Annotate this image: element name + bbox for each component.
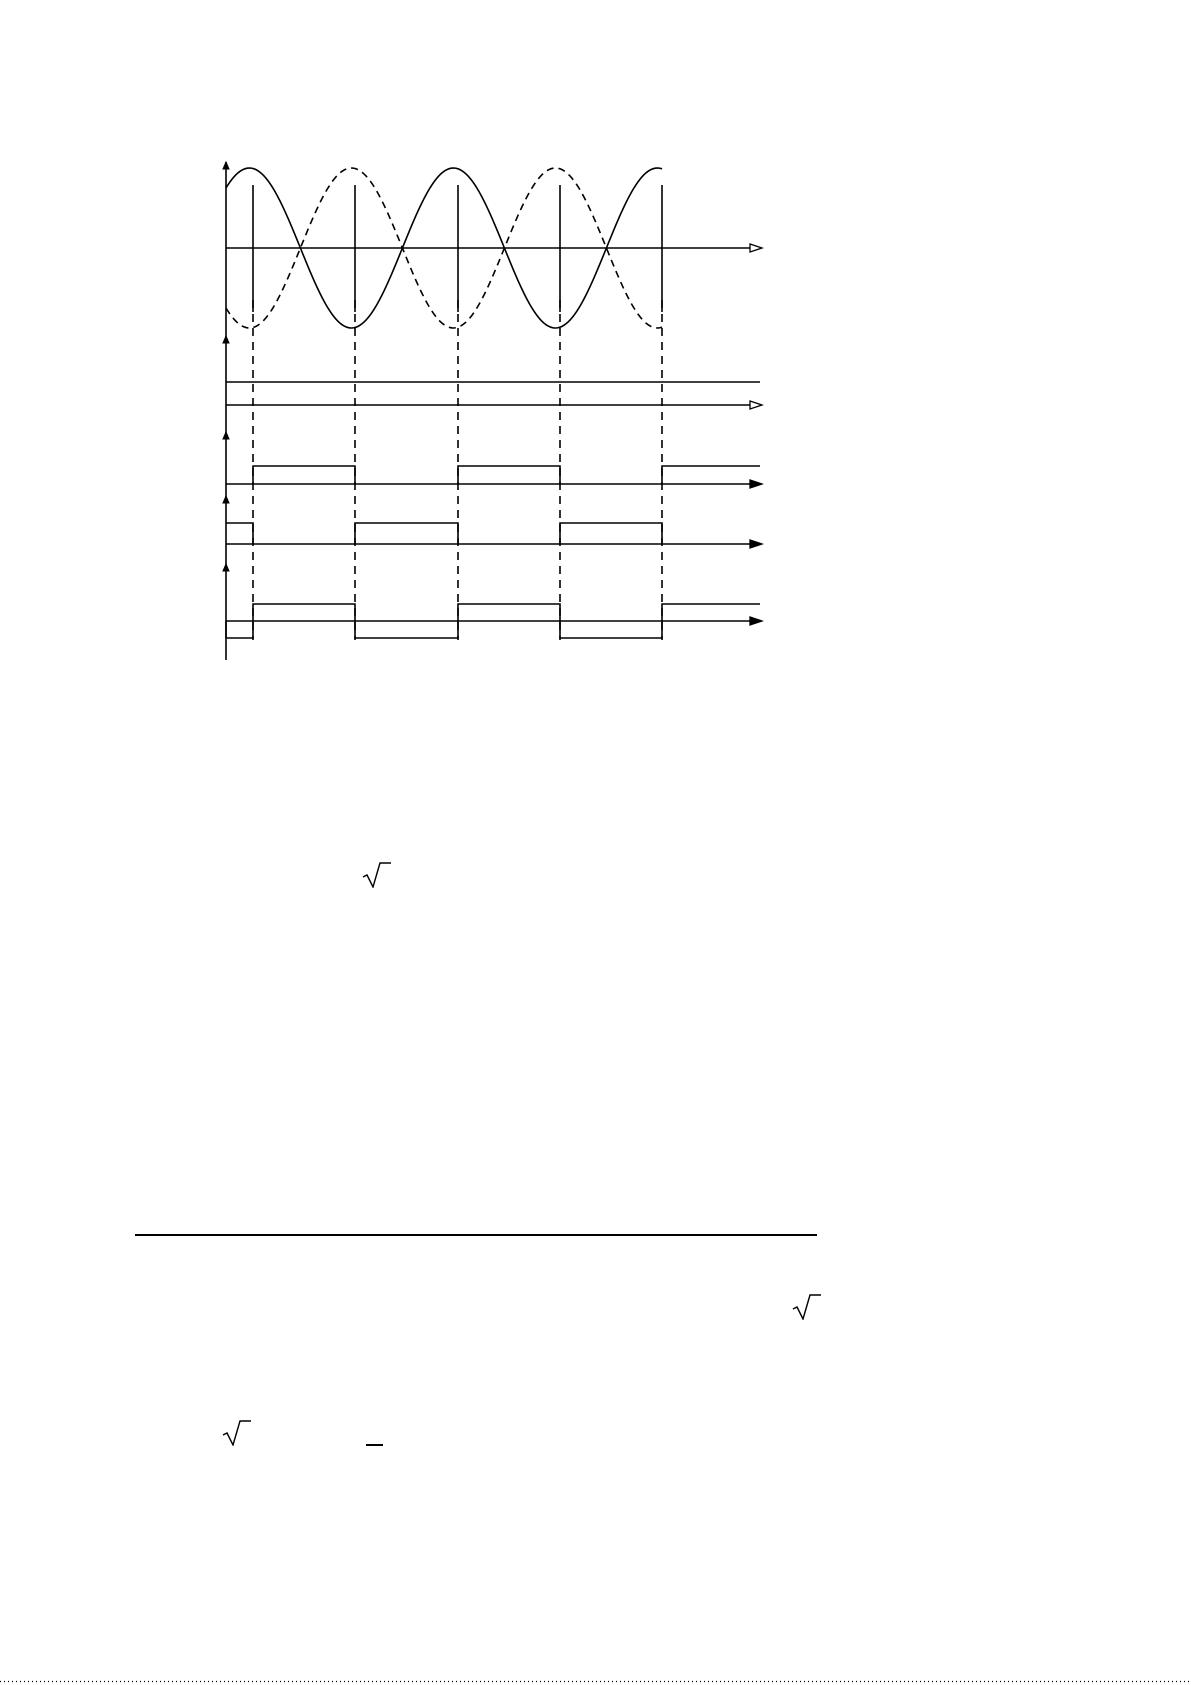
- y-axis-tick: [223, 336, 229, 343]
- y-axis-tick: [223, 496, 229, 503]
- diagram-axes: [223, 162, 762, 660]
- pulse1-high: [662, 466, 760, 484]
- pulse2-high: [226, 523, 253, 544]
- page-bottom-edge: [0, 1680, 1191, 1683]
- pulse1-high: [253, 466, 355, 484]
- diagram-waves: [226, 168, 760, 638]
- sqrt-symbol: [222, 1420, 252, 1446]
- footnote-rule: [135, 1234, 817, 1236]
- pulse2-axis-arrow: [750, 540, 762, 548]
- dc-axis-arrow: [750, 401, 762, 409]
- waveform-diagram: [0, 0, 1191, 700]
- y-axis-tick: [223, 432, 229, 439]
- diagram-guides: [253, 300, 662, 640]
- sqrt-symbol: [792, 1294, 822, 1320]
- sine-axis-arrow: [750, 244, 762, 252]
- pulse1-high: [458, 466, 560, 484]
- y-axis-tick: [223, 162, 229, 169]
- pulse2-high: [560, 523, 662, 544]
- pulse1-axis-arrow: [750, 480, 762, 488]
- pulse2-high: [355, 523, 458, 544]
- bipolar-axis-arrow: [750, 617, 762, 625]
- sqrt-symbol: [362, 862, 392, 888]
- y-axis-tick: [223, 564, 229, 571]
- fraction-bar: [366, 1444, 383, 1446]
